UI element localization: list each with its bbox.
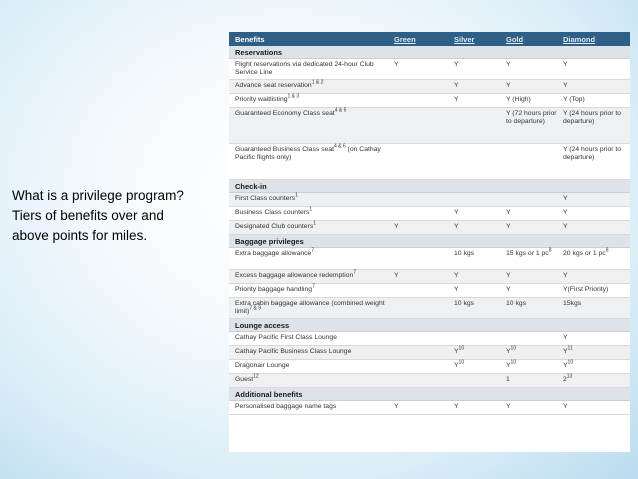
diamond-cell-text: 20 kgs or 1 pc bbox=[563, 250, 606, 257]
benefit-cell bbox=[229, 283, 394, 294]
table-row bbox=[229, 346, 630, 360]
table-row bbox=[229, 332, 630, 346]
table-row bbox=[229, 80, 630, 94]
table-row bbox=[229, 144, 630, 180]
benefit-footnote: 4 & 6 bbox=[334, 143, 346, 150]
silver-cell bbox=[454, 96, 506, 104]
diamond-cell bbox=[563, 82, 630, 90]
benefit-text: Designated Club counters bbox=[235, 223, 314, 230]
green-cell-text: Y bbox=[394, 61, 399, 68]
diamond-cell bbox=[563, 373, 630, 384]
benefit-footnote: 7 bbox=[311, 247, 315, 254]
silver-cell bbox=[454, 250, 506, 258]
gold-cell-text: Y bbox=[506, 286, 511, 293]
silver-cell-text: Y bbox=[454, 96, 459, 103]
silver-cell bbox=[454, 286, 506, 294]
table-row bbox=[229, 59, 630, 80]
gold-cell-text: Y bbox=[506, 223, 511, 230]
diamond-cell-text: Y bbox=[563, 334, 568, 341]
green-cell bbox=[394, 61, 454, 69]
benefit-text: Extra baggage allowance bbox=[235, 250, 312, 257]
table-row bbox=[229, 270, 630, 284]
table-row bbox=[229, 193, 630, 207]
silver-cell bbox=[454, 82, 506, 90]
diamond-cell bbox=[563, 61, 630, 69]
gold-cell bbox=[506, 272, 563, 280]
gold-cell bbox=[506, 82, 563, 90]
gold-cell-text: 10 kgs bbox=[506, 300, 527, 307]
benefit-cell bbox=[229, 334, 394, 342]
diamond-cell bbox=[563, 146, 630, 162]
gold-cell-text: Y (High) bbox=[506, 96, 531, 103]
benefit-cell bbox=[229, 107, 394, 118]
benefit-cell bbox=[229, 362, 394, 370]
gold-cell-footnote: 8 bbox=[548, 247, 552, 254]
benefit-cell bbox=[229, 61, 394, 77]
section-header: Check-in bbox=[229, 180, 630, 193]
diamond-cell-text: Y bbox=[563, 61, 568, 68]
green-cell-text: Y bbox=[394, 223, 399, 230]
benefit-cell bbox=[229, 403, 394, 411]
gold-cell-text: Y bbox=[506, 209, 511, 216]
silver-cell-text: Y bbox=[454, 209, 459, 216]
gold-cell-text: Y bbox=[506, 82, 511, 89]
section-header: Reservations bbox=[229, 46, 630, 59]
gold-cell-text: Y bbox=[506, 61, 511, 68]
diamond-cell bbox=[563, 345, 630, 356]
caption-line-3: above points for miles. bbox=[12, 228, 148, 243]
benefit-cell bbox=[229, 206, 394, 217]
table-row bbox=[229, 108, 630, 144]
silver-cell bbox=[454, 300, 506, 308]
gold-cell bbox=[506, 247, 563, 258]
diamond-cell bbox=[563, 110, 630, 126]
silver-cell-text: Y bbox=[454, 286, 459, 293]
benefits-table bbox=[229, 32, 630, 452]
benefit-footnote: 4 & 5 bbox=[334, 107, 347, 114]
gold-cell bbox=[506, 61, 563, 69]
diamond-cell bbox=[563, 359, 630, 370]
gold-cell bbox=[506, 96, 563, 104]
header-benefits: Benefits bbox=[235, 34, 265, 44]
table-row bbox=[229, 248, 630, 270]
header-diamond[interactable]: Diamond bbox=[563, 34, 596, 44]
section-header: Additional benefits bbox=[229, 388, 630, 401]
table-header bbox=[229, 32, 630, 46]
section-header: Baggage privileges bbox=[229, 235, 630, 248]
gold-cell bbox=[506, 403, 563, 411]
benefit-footnote: 1 bbox=[295, 192, 298, 199]
header-gold[interactable]: Gold bbox=[506, 34, 524, 44]
benefit-text: Flight reservations via dedicated 24-hour Club Service Line bbox=[235, 61, 374, 76]
benefit-text: Guaranteed Business Class seat bbox=[235, 146, 334, 153]
diamond-cell-footnote: 13 bbox=[566, 373, 573, 380]
silver-cell-text: Y bbox=[454, 272, 459, 279]
benefit-cell bbox=[229, 192, 394, 203]
diamond-cell-footnote: 8 bbox=[605, 247, 609, 254]
benefit-footnote: 12 bbox=[253, 373, 259, 380]
gold-cell bbox=[506, 376, 563, 384]
diamond-cell-footnote: 10 bbox=[567, 359, 574, 366]
table-row bbox=[229, 374, 630, 388]
diamond-cell-text: 15kgs bbox=[563, 300, 582, 307]
gold-cell bbox=[506, 223, 563, 231]
silver-cell-text: 10 kgs bbox=[454, 250, 475, 257]
diamond-cell-text: Y bbox=[563, 82, 568, 89]
table-row bbox=[229, 360, 630, 374]
gold-cell bbox=[506, 286, 563, 294]
green-cell bbox=[394, 272, 454, 280]
benefit-text: Priority baggage handling bbox=[235, 286, 313, 293]
table-row bbox=[229, 401, 630, 415]
silver-cell bbox=[454, 223, 506, 231]
gold-cell bbox=[506, 209, 563, 217]
benefit-cell bbox=[229, 269, 394, 280]
diamond-cell-text: Y (24 hours prior to departure) bbox=[563, 110, 622, 125]
silver-cell-text: Y bbox=[454, 403, 459, 410]
table-row bbox=[229, 284, 630, 298]
benefit-cell bbox=[229, 348, 394, 356]
benefit-text: Priority waitlisting bbox=[235, 96, 288, 103]
diamond-cell bbox=[563, 403, 630, 411]
section-header: Lounge access bbox=[229, 319, 630, 332]
benefit-footnote: 1 & 3 bbox=[287, 93, 300, 100]
diamond-cell-text: Y (24 hours prior to departure) bbox=[563, 146, 622, 161]
silver-cell bbox=[454, 403, 506, 411]
benefit-text: Cathay Pacific First Class Lounge bbox=[235, 334, 337, 341]
diamond-cell bbox=[563, 300, 630, 308]
silver-cell-text: Y bbox=[454, 223, 459, 230]
diamond-cell-text: Y bbox=[563, 362, 568, 369]
diamond-cell-text: Y bbox=[563, 195, 568, 202]
green-cell-text: Y bbox=[394, 272, 399, 279]
green-cell bbox=[394, 223, 454, 231]
caption-line-2: Tiers of benefits over and bbox=[12, 208, 164, 223]
silver-cell bbox=[454, 359, 506, 370]
benefit-footnote: 7 bbox=[312, 283, 315, 290]
silver-cell-footnote: 10 bbox=[458, 345, 465, 352]
benefit-footnote: 1 bbox=[309, 206, 313, 213]
gold-cell-text: Y bbox=[506, 362, 511, 369]
diamond-cell-text: Y bbox=[563, 403, 568, 410]
benefit-text: Guaranteed Economy Class seat bbox=[235, 110, 335, 117]
green-cell bbox=[394, 403, 454, 411]
silver-cell-footnote: 10 bbox=[458, 359, 465, 366]
benefit-text: Guest bbox=[235, 376, 254, 383]
benefit-cell bbox=[229, 300, 394, 316]
diamond-cell bbox=[563, 209, 630, 217]
caption-line-1: What is a privilege program? bbox=[12, 188, 184, 203]
diamond-cell bbox=[563, 247, 630, 258]
gold-cell bbox=[506, 110, 563, 126]
diamond-cell-footnote: 11 bbox=[567, 345, 573, 352]
gold-cell-text: Y bbox=[506, 348, 511, 355]
benefit-suffix: (on Cathay Pacific flights only) bbox=[235, 146, 381, 161]
benefit-footnote: 1 & 2 bbox=[311, 79, 324, 86]
benefit-text: Dragonair Lounge bbox=[235, 362, 290, 369]
benefit-footnote: 7 bbox=[353, 269, 357, 276]
diamond-cell-text: Y bbox=[563, 223, 568, 230]
diamond-cell bbox=[563, 272, 630, 280]
benefit-text: Business Class counters bbox=[235, 209, 310, 216]
benefit-cell bbox=[229, 93, 394, 104]
table-body bbox=[229, 46, 630, 415]
benefit-cell bbox=[229, 220, 394, 231]
silver-cell-text: Y bbox=[454, 82, 459, 89]
gold-cell bbox=[506, 345, 563, 356]
slide-caption bbox=[12, 186, 222, 246]
table-row bbox=[229, 221, 630, 235]
gold-cell-text: Y bbox=[506, 403, 511, 410]
silver-cell bbox=[454, 272, 506, 280]
gold-cell-text: 1 bbox=[506, 376, 510, 383]
diamond-cell-text: Y bbox=[563, 348, 568, 355]
silver-cell bbox=[454, 61, 506, 69]
gold-cell-text: Y bbox=[506, 272, 511, 279]
benefit-text: Excess baggage allowance redemption bbox=[235, 272, 354, 279]
table-row bbox=[229, 298, 630, 319]
benefit-text: Advance seat reservation bbox=[235, 82, 312, 89]
diamond-cell-text: Y bbox=[563, 272, 568, 279]
silver-cell bbox=[454, 345, 506, 356]
gold-cell bbox=[506, 300, 563, 308]
silver-cell bbox=[454, 209, 506, 217]
diamond-cell-text: Y bbox=[563, 209, 568, 216]
gold-cell-text: 15 kgs or 1 pc bbox=[506, 250, 549, 257]
diamond-cell-text: 2 bbox=[563, 376, 567, 383]
gold-cell-footnote: 10 bbox=[510, 359, 517, 366]
benefit-cell bbox=[229, 373, 394, 384]
header-silver[interactable]: Silver bbox=[454, 34, 475, 44]
header-green[interactable]: Green bbox=[394, 34, 416, 44]
gold-cell bbox=[506, 359, 563, 370]
silver-cell-text: 10 kgs bbox=[454, 300, 475, 307]
benefit-text: Personalised baggage name tags bbox=[235, 403, 337, 410]
benefit-text: First Class counters bbox=[235, 195, 296, 202]
gold-cell-text: Y (72 hours prior to departure) bbox=[506, 110, 557, 125]
diamond-cell bbox=[563, 223, 630, 231]
silver-cell-text: Y bbox=[454, 362, 459, 369]
benefit-footnote: 7 & 9 bbox=[249, 305, 262, 312]
diamond-cell bbox=[563, 195, 630, 203]
benefit-text: Cathay Pacific Business Class Lounge bbox=[235, 348, 352, 355]
diamond-cell bbox=[563, 334, 630, 342]
silver-cell-text: Y bbox=[454, 61, 459, 68]
diamond-cell bbox=[563, 96, 630, 104]
benefit-cell bbox=[229, 247, 394, 258]
green-cell-text: Y bbox=[394, 403, 399, 410]
silver-cell-text: Y bbox=[454, 348, 459, 355]
benefit-footnote: 1 bbox=[313, 220, 316, 227]
gold-cell-footnote: 10 bbox=[510, 345, 517, 352]
table-row bbox=[229, 94, 630, 108]
diamond-cell-text: Y (Top) bbox=[563, 96, 585, 103]
benefit-text: Extra cabin baggage allowance (combined weight limit) bbox=[235, 300, 385, 315]
benefit-cell bbox=[229, 79, 394, 90]
diamond-cell-text: Y(First Priority) bbox=[563, 286, 609, 293]
benefit-cell bbox=[229, 143, 394, 162]
table-row bbox=[229, 207, 630, 221]
diamond-cell bbox=[563, 286, 630, 294]
